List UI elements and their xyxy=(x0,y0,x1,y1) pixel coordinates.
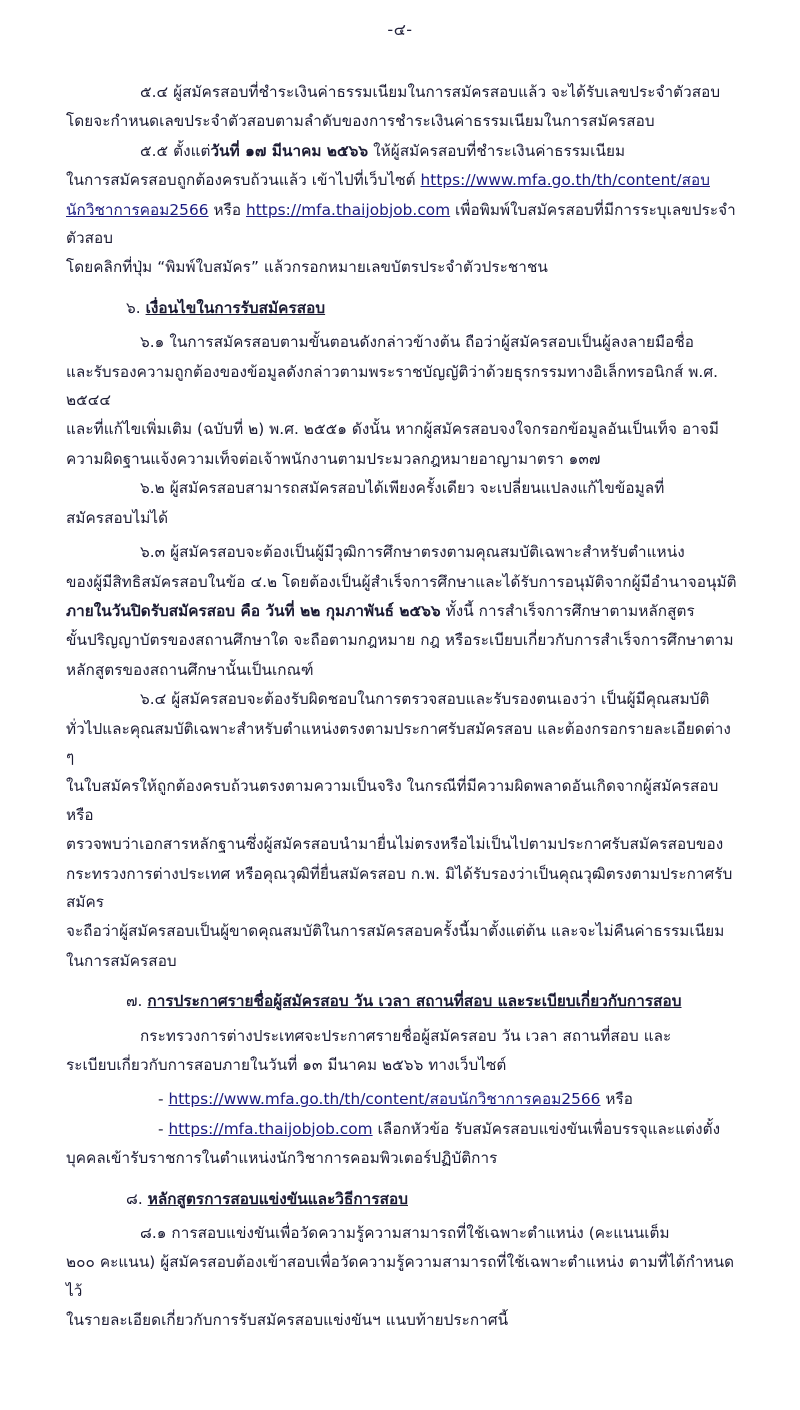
paragraph-line xyxy=(66,1219,738,1247)
paragraph-line xyxy=(66,830,738,858)
text-run: กระทรวงการต่างประเทศจะประกาศรายชื่อผู้สมัครสอบ วัน เวลา สถานที่สอบ และ xyxy=(140,1026,672,1045)
text-run: ระเบียบเกี่ยวกับการสอบภายในวันที่ ๑๓ มีนาคม ๒๕๖๖ ทางเว็บไซต์ xyxy=(66,1056,507,1074)
paragraph-line xyxy=(66,568,738,596)
external-link[interactable]: https://www.mfa.go.th/th/content/สอบ xyxy=(420,171,710,190)
paragraph-line xyxy=(66,78,738,106)
paragraph-line xyxy=(66,1185,738,1213)
document-body xyxy=(66,78,738,1336)
paragraph-line xyxy=(66,1085,738,1113)
text-run: หรือ xyxy=(600,1090,634,1109)
paragraph-line xyxy=(66,1248,738,1305)
text-run: ขั้นปริญญาบัตรของสถานศึกษาใด จะถือตามกฎหมาย กฎ หรือระเบียบเกี่ยวกับการสำเร็จการศึกษาตาม xyxy=(66,631,734,650)
paragraph-line xyxy=(66,504,738,532)
text-run: ๕.๔ ผู้สมัครสอบที่ชำระเงินค่าธรรมเนียมในการสมัครสอบแล้ว จะได้รับเลขประจำตัวสอบ xyxy=(140,83,721,101)
text-run: เพื่อพิมพ์ใบสมัครสอบที่มีการระบุเลขประจำตัวสอบ xyxy=(66,200,736,248)
text-run: - xyxy=(158,1119,169,1138)
text-run: กระทรวงการต่างประเทศ หรือคุณวุฒิที่ยื่นสมัครสอบ ก.พ. มิได้รับรองว่าเป็นคุณวุฒิตรงตามประกาศรับสมัคร xyxy=(66,864,733,911)
text-run: ๖. xyxy=(126,298,146,317)
paragraph-line xyxy=(66,328,738,356)
text-run: หรือ xyxy=(208,200,246,219)
paragraph-line xyxy=(66,415,738,443)
paragraph-line xyxy=(66,196,738,253)
paragraph-line xyxy=(66,772,738,829)
text-run: ในการสมัครสอบ xyxy=(66,951,177,970)
text-run: ๕.๕ ตั้งแต่ xyxy=(140,141,211,160)
text-run: ทั่วไปและคุณสมบัติเฉพาะสำหรับตำแหน่งตรงตามประกาศรับสมัครสอบ และต้องกรอกรายละเอียดต่าง ๆ xyxy=(66,719,731,766)
section-heading: การประกาศรายชื่อผู้สมัครสอบ วัน เวลา สถานที่สอบ และระเบียบเกี่ยวกับการสอบ xyxy=(147,992,682,1011)
text-run: ๖.๒ ผู้สมัครสอบสามารถสมัครสอบได้เพียงครั้งเดียว จะเปลี่ยนแปลงแก้ไขข้อมูลที่ xyxy=(140,479,665,498)
paragraph-line xyxy=(66,947,738,975)
text-run: และที่แก้ไขเพิ่มเติม (ฉบับที่ ๒) พ.ศ. ๒๕๕๑ ดังนั้น หากผู้สมัครสอบจงใจกรอกข้อมูลอันเป็นเท็จ อาจมี xyxy=(66,420,719,439)
text-run: ๖.๓ ผู้สมัครสอบจะต้องเป็นผู้มีวุฒิการศึกษาตรงตามคุณสมบัติเฉพาะสำหรับตำแหน่ง xyxy=(140,543,685,562)
text-run: ตรวจพบว่าเอกสารหลักฐานซึ่งผู้สมัครสอบนำมายื่นไม่ตรงหรือไม่เป็นไปตามประกาศรับสมัครสอบของ xyxy=(66,835,724,854)
paragraph-line xyxy=(66,917,738,945)
paragraph-line xyxy=(66,445,738,473)
text-run: ให้ผู้สมัครสอบที่ชำระเงินค่าธรรมเนียม xyxy=(368,141,626,160)
paragraph-line xyxy=(66,1051,738,1079)
external-link[interactable]: https://mfa.thaijobjob.com xyxy=(168,1119,373,1138)
text-run: ๖.๑ ในการสมัครสอบตามขั้นตอนดังกล่าวข้างต้น ถือว่าผู้สมัครสอบเป็นผู้ลงลายมือชื่อ xyxy=(140,333,695,352)
text-run: ทั้งนี้ การสำเร็จการศึกษาตามหลักสูตร xyxy=(440,601,695,620)
paragraph-line xyxy=(66,107,738,135)
text-run: โดยคลิกที่ปุ่ม “พิมพ์ใบสมัคร” แล้วกรอกหมายเลขบัตรประจำตัวประชาชน xyxy=(66,258,548,277)
text-run: - xyxy=(158,1090,169,1109)
paragraph-line xyxy=(66,656,738,684)
text-run: และรับรองความถูกต้องของข้อมูลดังกล่าวตามพระราชบัญญัติว่าด้วยธุรกรรมทางอิเล็กทรอนิกส์ พ.ศ. ๒๕๔๔ xyxy=(66,362,719,410)
text-run: โดยจะกำหนดเลขประจำตัวสอบตามลำดับของการชำระเงินค่าธรรมเนียมในการสมัครสอบ xyxy=(66,112,655,131)
paragraph-line xyxy=(66,253,738,281)
paragraph-line xyxy=(66,1115,738,1143)
text-run: ๘.๑ การสอบแข่งขันเพื่อวัดความรู้ความสามารถที่ใช้เฉพาะตำแหน่ง (คะแนนเต็ม xyxy=(140,1224,670,1243)
bold-text: ภายในวันปิดรับสมัครสอบ คือ วันที่ ๒๒ กุมภาพันธ์ ๒๕๖๖ xyxy=(66,601,441,620)
text-run: ๖.๔ ผู้สมัครสอบจะต้องรับผิดชอบในการตรวจสอบและรับรองตนเองว่า เป็นผู้มีคุณสมบัติ xyxy=(140,690,710,709)
paragraph-line xyxy=(66,294,738,322)
text-run: เลือกหัวข้อ รับสมัครสอบแข่งขันเพื่อบรรจุและแต่งตั้ง xyxy=(372,1119,721,1138)
paragraph-line xyxy=(66,626,738,654)
paragraph-line xyxy=(66,1306,738,1334)
text-run: จะถือว่าผู้สมัครสอบเป็นผู้ขาดคุณสมบัติในการสมัครสอบครั้งนี้มาตั้งแต่ต้น และจะไม่คืนค่าธรรมเนียม xyxy=(66,922,725,941)
text-run: ๗. xyxy=(126,992,148,1011)
bold-text: วันที่ ๑๗ มีนาคม ๒๕๖๖ xyxy=(210,141,369,160)
text-run: สมัครสอบไม่ได้ xyxy=(66,508,169,527)
paragraph-line xyxy=(66,166,738,194)
paragraph-line xyxy=(66,685,738,713)
text-run: บุคคลเข้ารับราชการในตำแหน่งนักวิชาการคอมพิวเตอร์ปฏิบัติการ xyxy=(66,1149,498,1168)
text-run: ในการสมัครสอบถูกต้องครบถ้วนแล้ว เข้าไปที่เว็บไซต์ xyxy=(66,171,421,190)
text-run: ความผิดฐานแจ้งความเท็จต่อเจ้าพนักงานตามประมวลกฎหมายอาญามาตรา ๑๓๗ xyxy=(66,449,601,468)
paragraph-line xyxy=(66,1144,738,1172)
text-run: หลักสูตรของสถานศึกษานั้นเป็นเกณฑ์ xyxy=(66,660,314,679)
section-heading: หลักสูตรการสอบแข่งขันและวิธีการสอบ xyxy=(147,1189,408,1208)
text-run: ๘. xyxy=(126,1189,148,1208)
paragraph-line xyxy=(66,860,738,917)
external-link[interactable]: https://mfa.thaijobjob.com xyxy=(246,200,451,219)
paragraph-line xyxy=(66,538,738,566)
text-run: ในรายละเอียดเกี่ยวกับการรับสมัครสอบแข่งขันฯ แนบท้ายประกาศนี้ xyxy=(66,1311,509,1330)
external-link[interactable]: https://www.mfa.go.th/th/content/สอบนักวิชาการคอม2566 xyxy=(168,1090,601,1109)
page-number: -๔- xyxy=(387,20,413,39)
paragraph-line xyxy=(66,474,738,502)
paragraph-line xyxy=(66,137,738,165)
text-run: ของผู้มีสิทธิสมัครสอบในข้อ ๔.๒ โดยต้องเป็นผู้สำเร็จการศึกษาและได้รับการอนุมัติจากผู้มีอำนาจอนุมัติ xyxy=(66,572,737,591)
paragraph-line xyxy=(66,987,738,1015)
text-run: ๒๐๐ คะแนน) ผู้สมัครสอบต้องเข้าสอบเพื่อวัดความรู้ความสามารถที่ใช้เฉพาะตำแหน่ง ตามที่ได้กำหนดไว้ xyxy=(66,1253,735,1300)
paragraph-line xyxy=(66,1022,738,1050)
external-link[interactable]: นักวิชาการคอม2566 xyxy=(66,200,209,219)
paragraph-line xyxy=(66,597,738,625)
text-run: ในใบสมัครให้ถูกต้องครบถ้วนตรงตามความเป็นจริง ในกรณีที่มีความผิดพลาดอันเกิดจากผู้สมัครสอบ หรือ xyxy=(66,777,719,824)
paragraph-line xyxy=(66,358,738,415)
paragraph-line xyxy=(66,715,738,772)
section-heading: เงื่อนไขในการรับสมัครสอบ xyxy=(145,298,326,317)
